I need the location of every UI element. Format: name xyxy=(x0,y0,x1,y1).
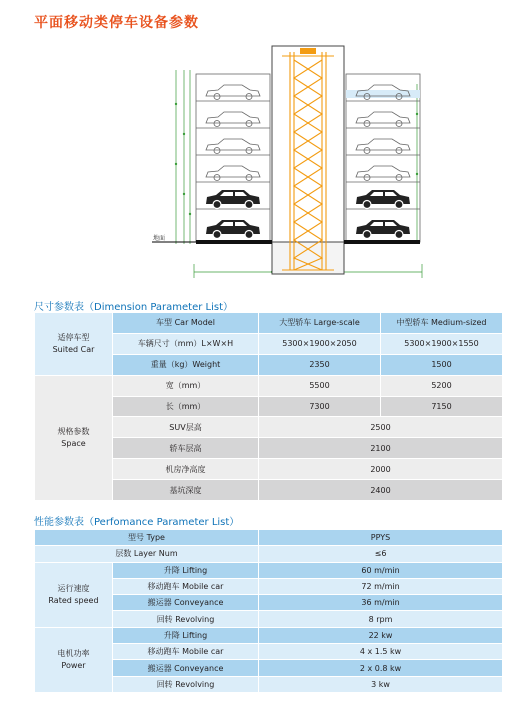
table-cell: SUV层高 xyxy=(113,417,259,438)
power-cn: 电机功率 xyxy=(57,648,90,658)
table-cell: 基坑深度 xyxy=(113,480,259,501)
table-row xyxy=(35,627,503,643)
table-cell: 7150 xyxy=(381,396,503,417)
table-cell: PPYS xyxy=(259,530,503,546)
table-cell: 5300×1900×2050 xyxy=(259,333,381,354)
table-cell: 2 x 0.8 kw xyxy=(259,660,503,676)
dimension-table xyxy=(34,312,503,501)
power-cell xyxy=(35,627,113,692)
rated-speed-cell xyxy=(35,562,113,627)
table-cell: 重量（kg）Weight xyxy=(113,354,259,375)
table-cell: 回转 Revolving xyxy=(113,611,259,627)
suited-car-cell xyxy=(35,313,113,376)
table-cell: 轿车层高 xyxy=(113,438,259,459)
table-cell: 7300 xyxy=(259,396,381,417)
table-cell: 搬运器 Conveyance xyxy=(113,660,259,676)
table-cell: ≤6 xyxy=(259,546,503,562)
suited-car-cn: 适停车型 xyxy=(57,332,90,342)
table-cell: 60 m/min xyxy=(259,562,503,578)
table-row xyxy=(35,313,503,334)
table-cell: 层数 Layer Num xyxy=(35,546,259,562)
table-cell: 5200 xyxy=(381,375,503,396)
performance-heading: 性能参数表（Perfomance Parameter List） xyxy=(34,517,240,528)
parking-tower-diagram xyxy=(132,44,432,284)
power-en: Power xyxy=(61,660,86,670)
table-cell: 回转 Revolving xyxy=(113,676,259,692)
table-cell: 5300×1900×1550 xyxy=(381,333,503,354)
table-cell: 型号 Type xyxy=(35,530,259,546)
rated-speed-en: Rated speed xyxy=(48,595,99,605)
table-cell: 长（mm） xyxy=(113,396,259,417)
table-cell: 8 rpm xyxy=(259,611,503,627)
space-cn: 规格参数 xyxy=(57,426,90,436)
table-cell: 机房净高度 xyxy=(113,459,259,480)
table-row xyxy=(35,530,503,546)
table-cell: 72 m/min xyxy=(259,578,503,594)
table-row xyxy=(35,546,503,562)
dimension-heading: 尺寸参数表（Dimension Parameter List） xyxy=(34,302,234,313)
table-cell: 1500 xyxy=(381,354,503,375)
table-cell: 4 x 1.5 kw xyxy=(259,644,503,660)
ground-label: 地面 xyxy=(153,235,166,242)
table-row xyxy=(35,375,503,396)
table-cell: 36 m/min xyxy=(259,595,503,611)
table-row xyxy=(35,562,503,578)
table-cell: 2100 xyxy=(259,438,503,459)
performance-table xyxy=(34,529,503,693)
rated-speed-cn: 运行速度 xyxy=(57,583,90,593)
table-cell: 2350 xyxy=(259,354,381,375)
page-title: 平面移动类停车设备参数 xyxy=(34,15,199,31)
table-cell: 车型 Car Model xyxy=(113,313,259,334)
table-cell: 22 kw xyxy=(259,627,503,643)
table-cell: 移动跑车 Mobile car xyxy=(113,578,259,594)
table-cell: 大型轿车 Large-scale xyxy=(259,313,381,334)
table-cell: 升降 Lifting xyxy=(113,562,259,578)
table-cell: 2000 xyxy=(259,459,503,480)
space-cell xyxy=(35,375,113,500)
table-cell: 5500 xyxy=(259,375,381,396)
table-cell: 3 kw xyxy=(259,676,503,692)
table-cell: 车辆尺寸（mm）L×W×H xyxy=(113,333,259,354)
table-cell: 宽（mm） xyxy=(113,375,259,396)
table-cell: 中型轿车 Medium-sized xyxy=(381,313,503,334)
space-en: Space xyxy=(61,438,86,448)
table-cell: 2400 xyxy=(259,480,503,501)
table-cell: 搬运器 Conveyance xyxy=(113,595,259,611)
table-cell: 移动跑车 Mobile car xyxy=(113,644,259,660)
suited-car-en: Suited Car xyxy=(52,344,95,354)
table-cell: 2500 xyxy=(259,417,503,438)
table-cell: 升降 Lifting xyxy=(113,627,259,643)
